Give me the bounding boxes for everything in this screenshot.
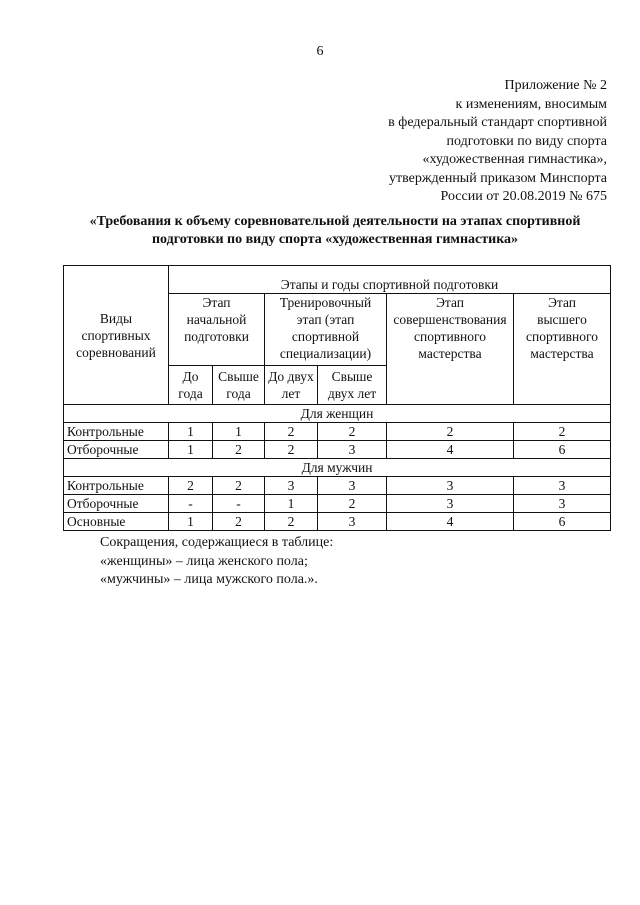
header-stage-improvement <box>387 294 514 405</box>
table-cell: 1 <box>213 423 265 441</box>
header-text-line: мастерства <box>418 346 482 361</box>
table-cell: 2 <box>265 423 318 441</box>
table-row <box>64 423 611 441</box>
table-cell: 2 <box>265 441 318 459</box>
header-text-line: Этап <box>547 295 576 310</box>
table-cell: 3 <box>514 477 611 495</box>
table-cell: 6 <box>514 441 611 459</box>
header-text-line: Тренировочный <box>279 295 372 310</box>
footnote-line: «мужчины» – лица мужского пола.». <box>100 572 318 587</box>
table-cell: 3 <box>514 495 611 513</box>
row-label-cell: Контрольные <box>64 423 169 441</box>
appendix-line: к изменениям, вносимым <box>455 96 607 112</box>
row-label-cell: Основные <box>64 513 169 531</box>
table-cell: 2 <box>213 441 265 459</box>
table-cell: 1 <box>169 441 213 459</box>
table-cell: 4 <box>387 441 514 459</box>
table-cell: 3 <box>387 477 514 495</box>
header-text-line: начальной <box>186 312 247 327</box>
footnote-line: Сокращения, содержащиеся в таблице: <box>100 535 334 550</box>
table-cell: 2 <box>514 423 611 441</box>
title-line: «Требования к объему соревновательной деятельности на этапах спортивной <box>89 214 581 229</box>
table-cell: - <box>169 495 213 513</box>
header-text-line: совершенствования <box>393 312 507 327</box>
page-number: 6 <box>316 44 324 59</box>
table-cell: 2 <box>387 423 514 441</box>
table-cell: 4 <box>387 513 514 531</box>
header-text-line: специализации) <box>279 346 372 361</box>
table-cell: 3 <box>318 441 387 459</box>
header-text-line: Свыше <box>331 369 373 384</box>
header-stage-initial <box>169 294 265 366</box>
header-text-line: года <box>178 386 203 401</box>
appendix-line: «художественная гимнастика», <box>422 152 607 167</box>
header-text-line: Виды <box>99 310 133 326</box>
header-text-line: высшего <box>537 312 587 327</box>
header-text-line: спортивного <box>526 329 598 344</box>
header-text-line: Этап <box>435 295 464 310</box>
header-stage-higher <box>514 294 611 405</box>
header-text-line: спортивной <box>291 329 360 344</box>
header-stage-training <box>265 294 387 366</box>
title-line: подготовки по виду спорта «художественная гимнастика» <box>151 232 519 247</box>
header-year-up-to-one <box>169 366 213 405</box>
document-title <box>55 213 615 249</box>
header-text-line: До <box>182 369 199 384</box>
table-cell: 2 <box>213 477 265 495</box>
header-text-line: мастерства <box>530 346 594 361</box>
header-text-line: Этап <box>202 295 231 310</box>
table-row <box>64 477 611 495</box>
section-women: Для женщин <box>64 405 611 423</box>
table-row <box>64 495 611 513</box>
row-label-cell: Отборочные <box>64 495 169 513</box>
header-text-line: спортивных <box>81 327 151 343</box>
header-text-line: соревнований <box>76 344 156 360</box>
table-cell: 3 <box>265 477 318 495</box>
table-row <box>64 513 611 531</box>
header-competition-types <box>64 266 169 405</box>
header-year-up-to-two <box>265 366 318 405</box>
table-cell: 1 <box>265 495 318 513</box>
table-cell: 2 <box>318 423 387 441</box>
header-text-line: До двух <box>268 369 314 384</box>
requirements-table <box>63 265 611 531</box>
section-men: Для мужчин <box>64 459 611 477</box>
header-text-line: года <box>226 386 251 401</box>
appendix-line: России от 20.08.2019 № 675 <box>440 189 607 204</box>
header-text-line: этап (этап <box>296 312 355 327</box>
header-text-line: Свыше <box>218 369 259 384</box>
appendix-line: утвержденный приказом Минспорта <box>388 170 607 186</box>
table-cell: 2 <box>213 513 265 531</box>
table-cell: - <box>213 495 265 513</box>
table-cell: 2 <box>265 513 318 531</box>
table-cell: 3 <box>318 513 387 531</box>
footnote-line: «женщины» – лица женского пола; <box>100 553 308 569</box>
row-label-cell: Контрольные <box>64 477 169 495</box>
row-label-cell: Отборочные <box>64 441 169 459</box>
header-text-line: подготовки <box>184 329 249 344</box>
table-cell: 3 <box>318 477 387 495</box>
table-cell: 1 <box>169 513 213 531</box>
header-year-over-two <box>318 366 387 405</box>
header-year-over-one <box>213 366 265 405</box>
table-cell: 2 <box>318 495 387 513</box>
appendix-header <box>388 77 607 207</box>
header-text-line: двух лет <box>327 386 377 401</box>
header-text-line: спортивного <box>414 329 486 344</box>
appendix-line: Приложение № 2 <box>504 78 607 93</box>
table-cell: 6 <box>514 513 611 531</box>
table-row <box>64 441 611 459</box>
header-stages-group: Этапы и годы спортивной подготовки <box>169 266 611 294</box>
appendix-line: подготовки по виду спорта <box>446 133 607 149</box>
table-cell: 2 <box>169 477 213 495</box>
footnotes <box>100 534 333 590</box>
table-cell: 3 <box>387 495 514 513</box>
table-cell: 1 <box>169 423 213 441</box>
appendix-line: в федеральный стандарт спортивной <box>388 115 607 130</box>
header-text-line: лет <box>281 386 301 401</box>
